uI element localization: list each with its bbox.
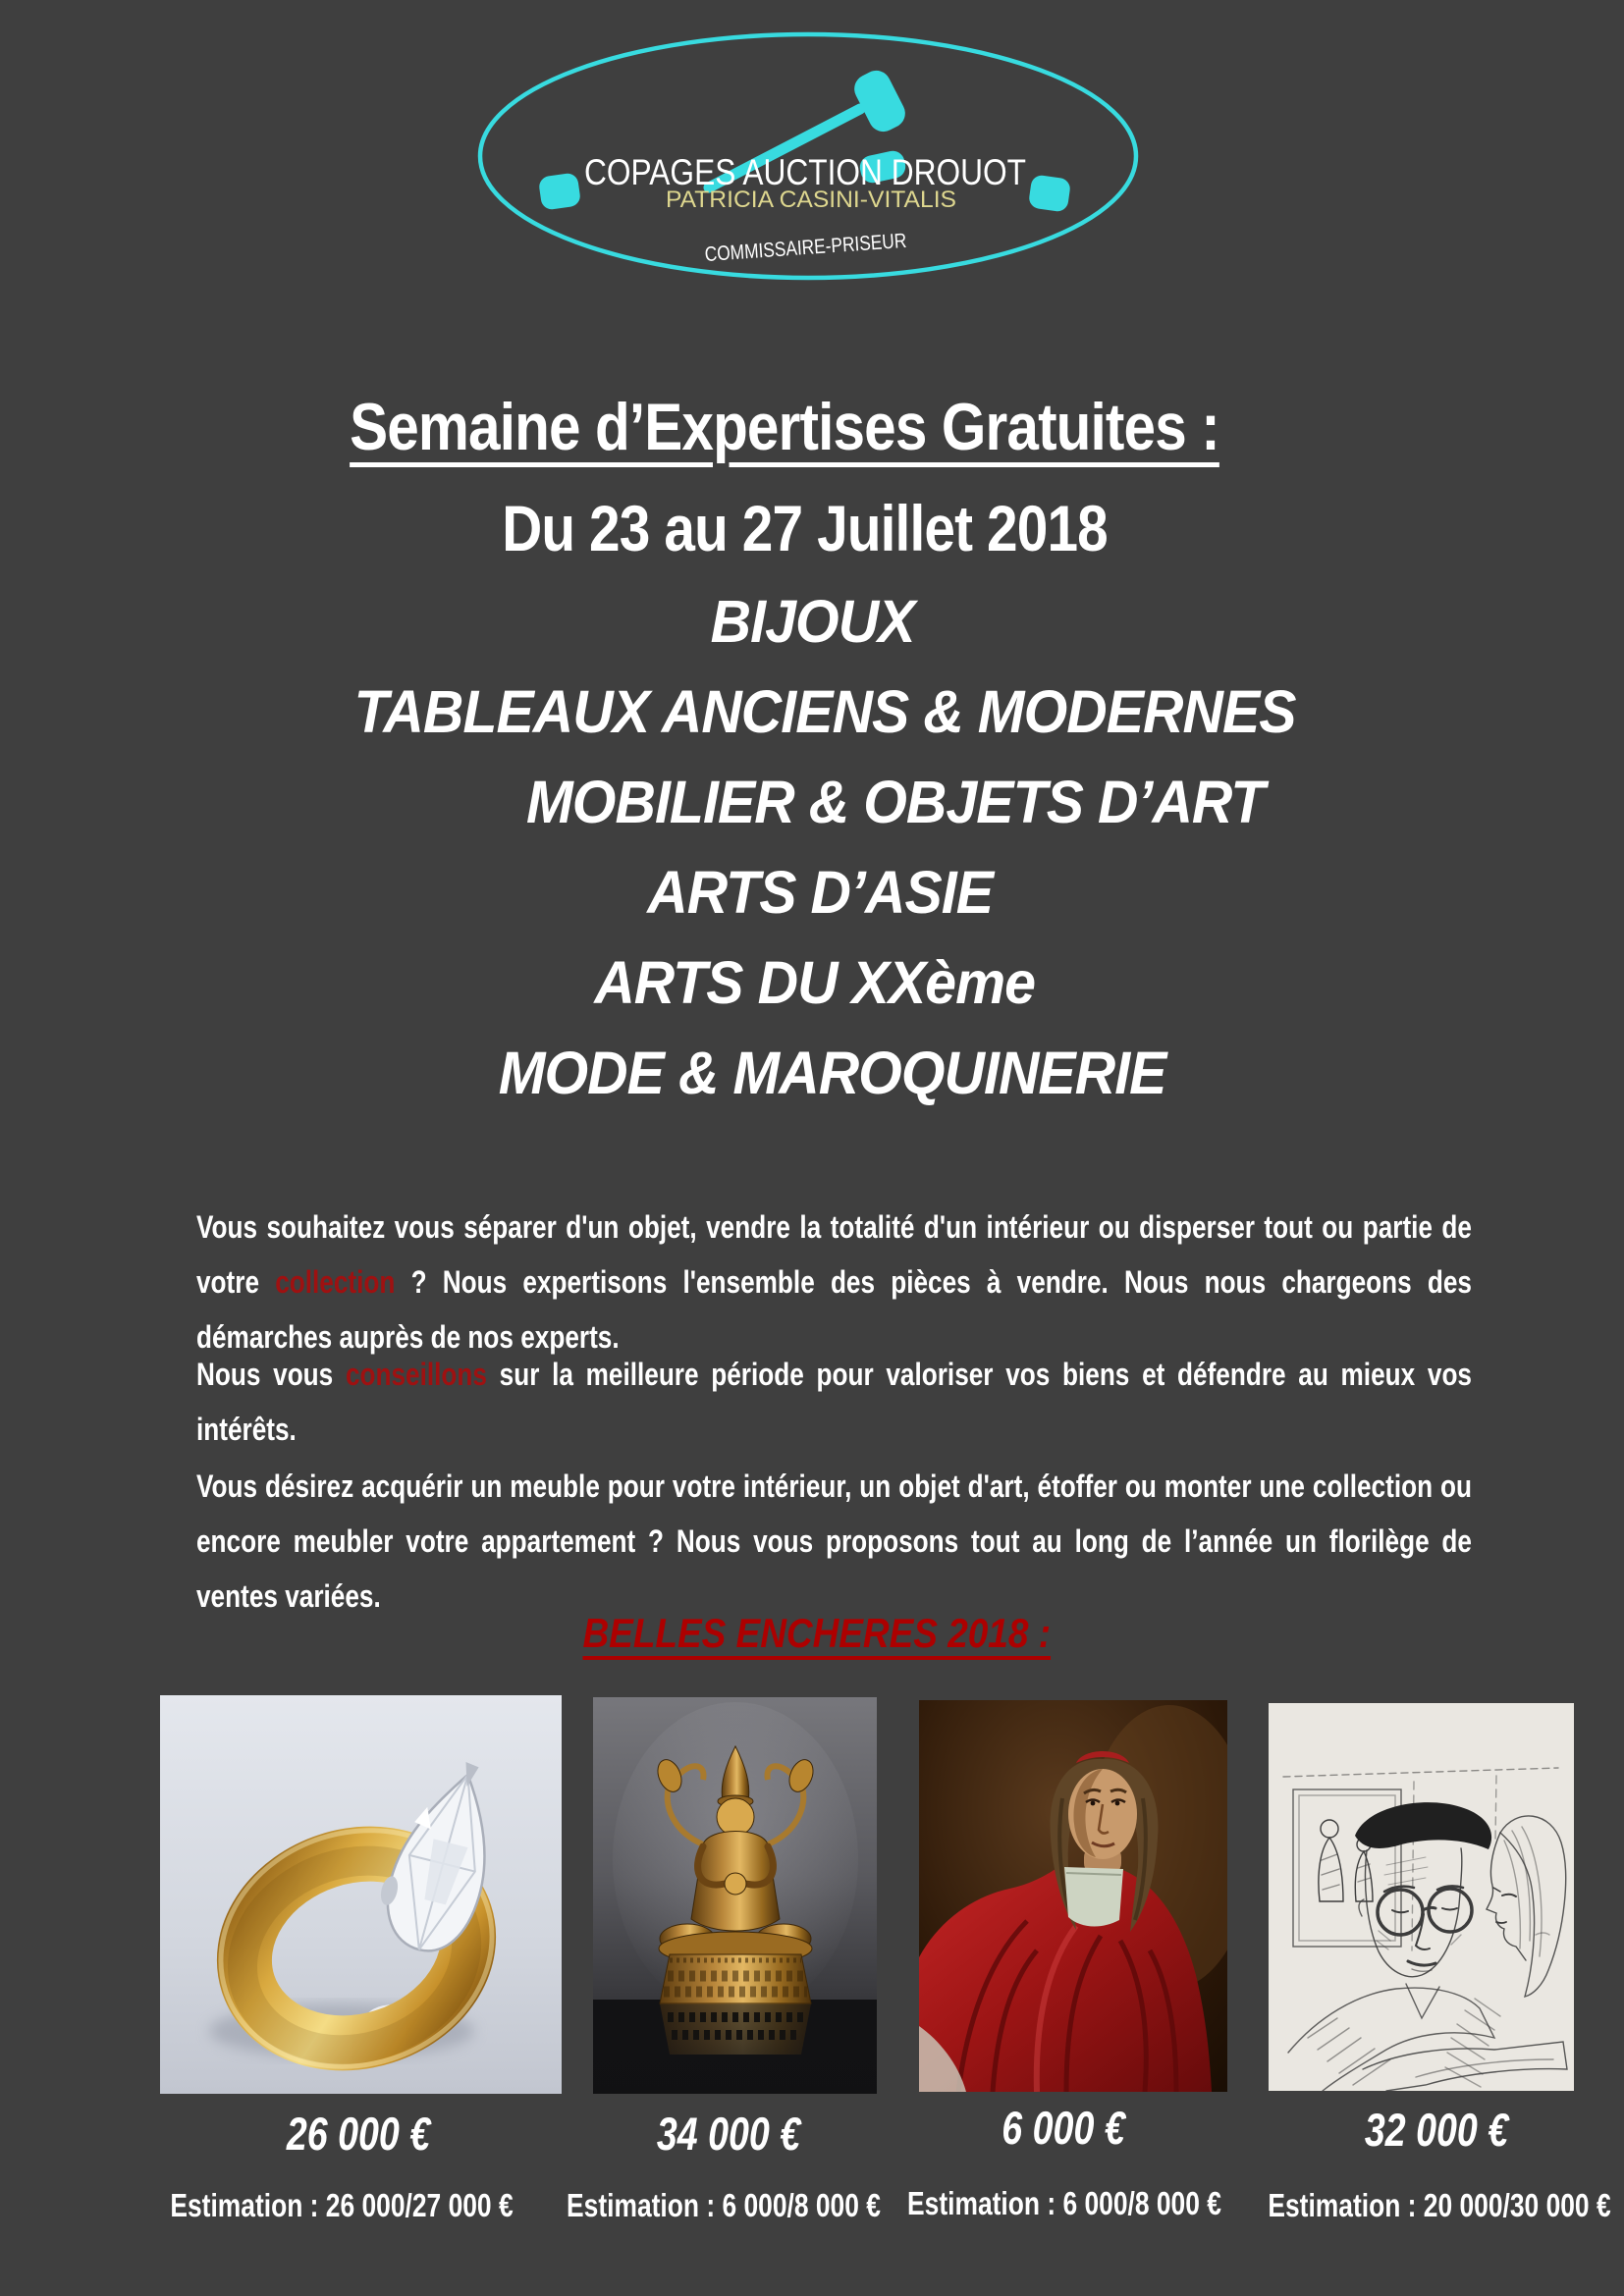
page-title: Semaine d’Expertises Gratuites : (350, 390, 1219, 464)
paragraph-sell (196, 1200, 1472, 1364)
lot-price: 34 000 € (656, 2108, 801, 2160)
lot-estimation: Estimation : 6 000/8 000 € (567, 2187, 881, 2223)
category-arts-xxeme: ARTS DU XXème (594, 949, 1036, 1016)
category-tableaux: TABLEAUX ANCIENS & MODERNES (353, 678, 1296, 745)
category-bijoux: BIJOUX (711, 588, 915, 655)
lot-price: 6 000 € (1001, 2102, 1125, 2154)
highlight-word: conseillons (345, 1357, 487, 1392)
lot-estimation: Estimation : 6 000/8 000 € (907, 2185, 1221, 2221)
paragraph-text: Nous vous (196, 1357, 346, 1392)
paragraph-text: ? Nous expertisons l'ensemble des pièces à vendre. Nous nous chargeons des démarches auprès de nos experts. (196, 1264, 1472, 1355)
section-heading-belles-encheres: BELLES ENCHERES 2018 : (582, 1610, 1052, 1656)
lot-image-gold-diamond-ring (160, 1695, 562, 2094)
lot-image-cardinal-portrait (919, 1700, 1227, 2092)
lot-estimation: Estimation : 20 000/30 000 € (1268, 2187, 1611, 2223)
category-mobilier: MOBILIER & OBJETS D’ART (526, 769, 1265, 835)
logo-subtitle: PATRICIA CASINI-VITALIS (666, 187, 956, 213)
logo-role: COMMISSAIRE-PRISEUR (703, 226, 950, 267)
paragraph-advise (196, 1347, 1472, 1457)
paragraph-text: Vous souhaitez vous séparer d'un objet, vendre la totalité d'un intérieur ou disperser tout ou partie de votre (196, 1209, 1472, 1300)
category-arts-asie: ARTS D’ASIE (647, 859, 993, 926)
category-mode: MODE & MAROQUINERIE (499, 1040, 1166, 1106)
lot-image-gilt-bronze-buddha (593, 1697, 877, 2094)
paragraph-text: Vous désirez acquérir un meuble pour votre intérieur, un objet d'art, étoffer ou monter une collection ou encore meubler votre appartement ? Nous vous proposons tout au long de l’année un florilège de ventes variées. (196, 1468, 1472, 1614)
highlight-word: collection (275, 1264, 396, 1300)
date-line: Du 23 au 27 Juillet 2018 (502, 492, 1109, 564)
paragraph-buy (196, 1459, 1472, 1624)
logo-name: COPAGES AUCTION DROUOT (584, 152, 1026, 192)
lot-price: 26 000 € (286, 2108, 431, 2160)
lot-estimation: Estimation : 26 000/27 000 € (170, 2187, 514, 2223)
lot-image-ink-portrait-drawing (1269, 1703, 1574, 2091)
lot-price: 32 000 € (1364, 2104, 1509, 2156)
paragraph-text: sur la meilleure période pour valoriser vos biens et défendre au mieux vos intérêts. (196, 1357, 1472, 1447)
auction-house-logo (469, 25, 1147, 292)
